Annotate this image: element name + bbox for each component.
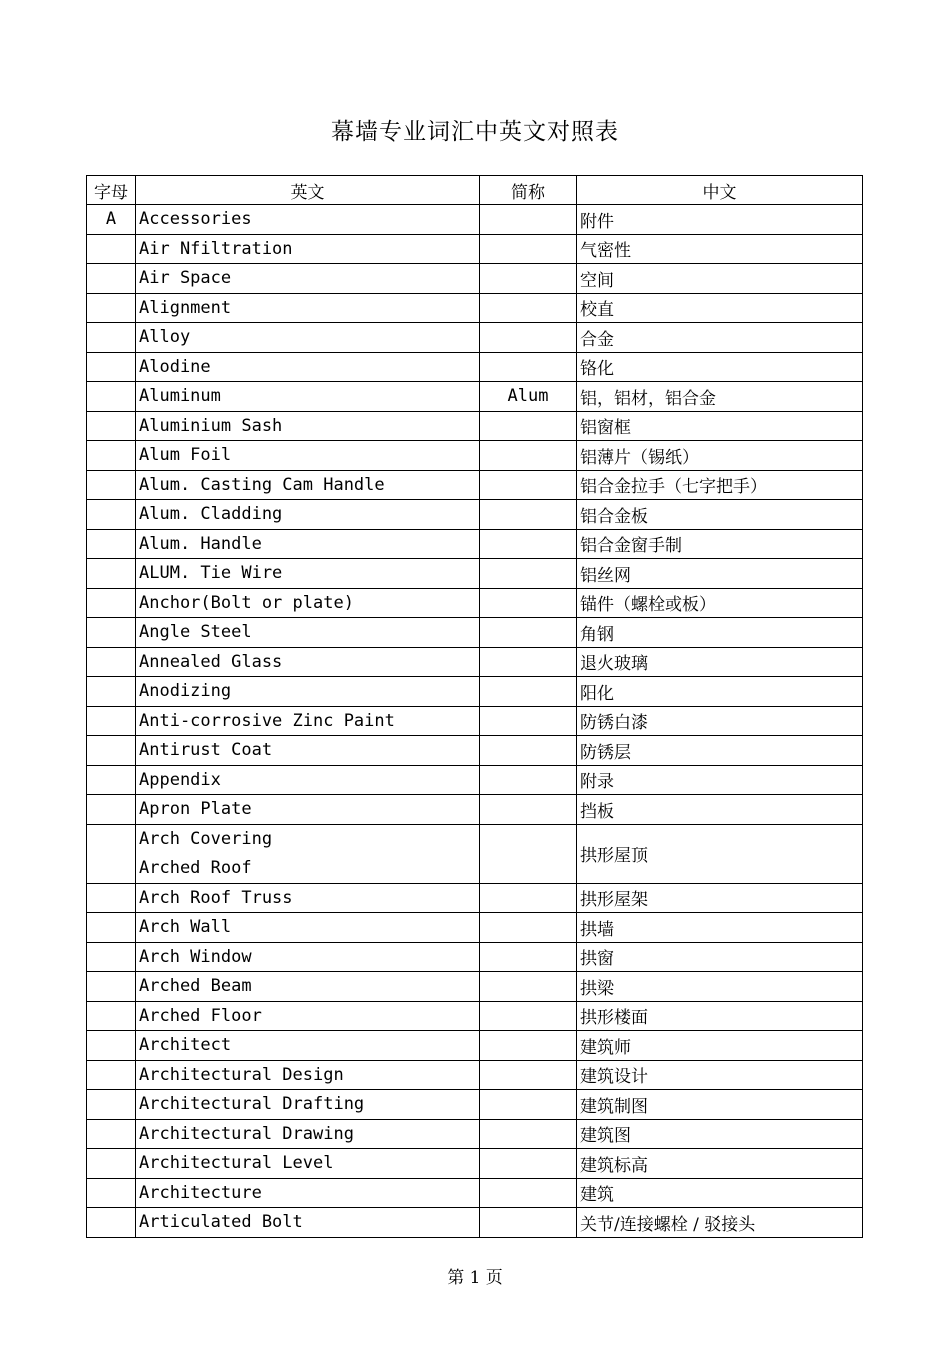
- english-term: Architectural Level: [139, 1153, 334, 1174]
- cell-letter: [87, 942, 136, 972]
- cell-english: [136, 1149, 480, 1179]
- english-term: Annealed Glass: [139, 651, 283, 672]
- cell-letter: [87, 441, 136, 471]
- cell-english: [136, 706, 480, 736]
- cell-abbr: [480, 1208, 577, 1238]
- cell-english: [136, 264, 480, 294]
- cell-letter: [87, 824, 136, 883]
- cell-abbr: [480, 1149, 577, 1179]
- english-term: Accessories: [139, 209, 252, 230]
- cell-chinese: 挡板: [577, 795, 863, 825]
- english-term: Architect: [139, 1035, 232, 1056]
- table-row: [87, 441, 863, 471]
- cell-chinese: 关节/连接螺栓 / 驳接头: [577, 1208, 863, 1238]
- english-term: Alum. Casting Cam Handle: [139, 474, 385, 495]
- cell-english: [136, 883, 480, 913]
- english-term: Arch Window: [139, 946, 252, 967]
- cell-letter: [87, 1119, 136, 1149]
- cell-abbr: [480, 736, 577, 766]
- cell-english: [136, 1208, 480, 1238]
- header-letter: 字母: [87, 176, 136, 205]
- cell-english: [136, 1090, 480, 1120]
- english-term: Architectural Drawing: [139, 1123, 354, 1144]
- english-term: Appendix: [139, 769, 221, 790]
- cell-chinese: 建筑标高: [577, 1149, 863, 1179]
- cell-letter: [87, 795, 136, 825]
- table-row: [87, 500, 863, 530]
- cell-chinese: 角钢: [577, 618, 863, 648]
- cell-english: [136, 677, 480, 707]
- table-row: [87, 913, 863, 943]
- cell-english: [136, 618, 480, 648]
- cell-chinese: 铝窗框: [577, 411, 863, 441]
- cell-abbr: [480, 529, 577, 559]
- cell-english: [136, 1178, 480, 1208]
- english-term: Apron Plate: [139, 799, 252, 820]
- cell-english: [136, 824, 480, 883]
- header-abbr: 简称: [480, 176, 577, 205]
- cell-chinese: 拱形屋架: [577, 883, 863, 913]
- english-term: Arched Roof: [139, 857, 252, 878]
- cell-abbr: [480, 293, 577, 323]
- english-term: Architectural Drafting: [139, 1094, 365, 1115]
- cell-english: [136, 647, 480, 677]
- english-term: Arch Wall: [139, 917, 232, 938]
- cell-chinese: 铬化: [577, 352, 863, 382]
- cell-letter: [87, 913, 136, 943]
- header-chinese: 中文: [577, 176, 863, 205]
- cell-english: [136, 382, 480, 412]
- cell-english: [136, 500, 480, 530]
- english-term: Alum Foil: [139, 445, 232, 466]
- english-term: Air Nfiltration: [139, 238, 293, 259]
- cell-chinese: 建筑设计: [577, 1060, 863, 1090]
- cell-english: [136, 1001, 480, 1031]
- english-term: Aluminum: [139, 386, 221, 407]
- cell-letter: [87, 883, 136, 913]
- table-row: [87, 1001, 863, 1031]
- cell-abbr: [480, 618, 577, 648]
- cell-abbr: [480, 205, 577, 235]
- cell-abbr: [480, 234, 577, 264]
- cell-letter: [87, 1001, 136, 1031]
- english-term: Arched Beam: [139, 976, 252, 997]
- english-term: Antirust Coat: [139, 740, 273, 761]
- table-row: [87, 293, 863, 323]
- english-term: Arch Covering: [139, 828, 273, 849]
- table-row: [87, 205, 863, 235]
- cell-letter: [87, 382, 136, 412]
- table-row: [87, 1031, 863, 1061]
- cell-abbr: [480, 972, 577, 1002]
- table-row: [87, 382, 863, 412]
- english-term: Articulated Bolt: [139, 1212, 303, 1233]
- english-term: Angle Steel: [139, 622, 252, 643]
- cell-abbr: [480, 352, 577, 382]
- cell-chinese: 拱形楼面: [577, 1001, 863, 1031]
- cell-english: [136, 588, 480, 618]
- cell-letter: [87, 529, 136, 559]
- cell-abbr: [480, 1178, 577, 1208]
- cell-chinese: 拱形屋顶: [577, 824, 863, 883]
- cell-chinese: 铝丝网: [577, 559, 863, 589]
- cell-abbr: [480, 765, 577, 795]
- table-row: [87, 588, 863, 618]
- table-row: [87, 824, 863, 883]
- cell-letter: [87, 972, 136, 1002]
- cell-abbr: [480, 1060, 577, 1090]
- cell-chinese: 锚件（螺栓或板）: [577, 588, 863, 618]
- table-row: [87, 1178, 863, 1208]
- cell-chinese: 气密性: [577, 234, 863, 264]
- cell-chinese: 拱墙: [577, 913, 863, 943]
- table-row: [87, 1060, 863, 1090]
- cell-letter: [87, 559, 136, 589]
- table-row: [87, 1119, 863, 1149]
- page-number: 第 1 页: [447, 1268, 503, 1288]
- cell-english: [136, 1119, 480, 1149]
- table-row: [87, 677, 863, 707]
- cell-english: [136, 736, 480, 766]
- cell-letter: [87, 293, 136, 323]
- cell-abbr: [480, 411, 577, 441]
- cell-abbr: [480, 264, 577, 294]
- table-row: [87, 559, 863, 589]
- cell-chinese: 铝薄片（锡纸）: [577, 441, 863, 471]
- english-term: Alum. Handle: [139, 533, 262, 554]
- english-term: Anchor(Bolt or plate): [139, 592, 354, 613]
- cell-letter: [87, 1060, 136, 1090]
- cell-abbr: [480, 559, 577, 589]
- cell-letter: [87, 352, 136, 382]
- cell-letter: [87, 1178, 136, 1208]
- cell-chinese: 建筑制图: [577, 1090, 863, 1120]
- cell-english: [136, 441, 480, 471]
- english-term: Alodine: [139, 356, 211, 377]
- cell-english: [136, 942, 480, 972]
- table-row: [87, 470, 863, 500]
- cell-chinese: 铝合金窗手制: [577, 529, 863, 559]
- cell-english: [136, 559, 480, 589]
- header-english: 英文: [136, 176, 480, 205]
- cell-abbr: [480, 647, 577, 677]
- cell-chinese: 铝，铝材，铝合金: [577, 382, 863, 412]
- cell-abbr: [480, 470, 577, 500]
- english-term: Anti-corrosive Zinc Paint: [139, 710, 395, 731]
- table-row: [87, 795, 863, 825]
- cell-abbr: [480, 588, 577, 618]
- table-row: [87, 1208, 863, 1238]
- table-row: [87, 883, 863, 913]
- table-row: [87, 1149, 863, 1179]
- cell-english: [136, 411, 480, 441]
- english-term: ALUM. Tie Wire: [139, 563, 283, 584]
- cell-letter: [87, 647, 136, 677]
- glossary-table: [86, 175, 863, 1238]
- cell-abbr: [480, 441, 577, 471]
- cell-letter: [87, 500, 136, 530]
- cell-chinese: 铝合金拉手（七字把手）: [577, 470, 863, 500]
- cell-chinese: 防锈白漆: [577, 706, 863, 736]
- table-row: [87, 264, 863, 294]
- cell-letter: [87, 736, 136, 766]
- cell-letter: [87, 264, 136, 294]
- cell-chinese: 铝合金板: [577, 500, 863, 530]
- english-term: Alloy: [139, 327, 191, 348]
- cell-letter: A: [87, 205, 136, 235]
- cell-letter: [87, 1208, 136, 1238]
- cell-chinese: 建筑: [577, 1178, 863, 1208]
- cell-english: [136, 293, 480, 323]
- table-row: [87, 352, 863, 382]
- table-row: [87, 647, 863, 677]
- page-title: 幕墙专业词汇中英文对照表: [331, 119, 619, 145]
- cell-abbr: [480, 942, 577, 972]
- cell-abbr: [480, 1031, 577, 1061]
- cell-chinese: 附录: [577, 765, 863, 795]
- table-row: [87, 1090, 863, 1120]
- table-row: [87, 411, 863, 441]
- cell-letter: [87, 470, 136, 500]
- cell-english: [136, 1031, 480, 1061]
- cell-letter: [87, 1090, 136, 1120]
- cell-english: [136, 765, 480, 795]
- table-row: [87, 736, 863, 766]
- cell-english: [136, 1060, 480, 1090]
- english-term: Architectural Design: [139, 1064, 344, 1085]
- table-row: [87, 323, 863, 353]
- cell-abbr: [480, 883, 577, 913]
- english-term: Arch Roof Truss: [139, 887, 293, 908]
- cell-letter: [87, 618, 136, 648]
- cell-chinese: 建筑图: [577, 1119, 863, 1149]
- cell-abbr: Alum: [480, 382, 577, 412]
- cell-abbr: [480, 913, 577, 943]
- cell-english: [136, 972, 480, 1002]
- cell-chinese: 附件: [577, 205, 863, 235]
- cell-letter: [87, 1031, 136, 1061]
- english-term: Air Space: [139, 268, 232, 289]
- cell-letter: [87, 677, 136, 707]
- english-term: Architecture: [139, 1182, 262, 1203]
- cell-chinese: 拱梁: [577, 972, 863, 1002]
- cell-english: [136, 470, 480, 500]
- cell-english: [136, 323, 480, 353]
- table-row: [87, 529, 863, 559]
- cell-chinese: 退火玻璃: [577, 647, 863, 677]
- cell-abbr: [480, 824, 577, 883]
- cell-abbr: [480, 1001, 577, 1031]
- cell-chinese: 阳化: [577, 677, 863, 707]
- english-term: Alum. Cladding: [139, 504, 283, 525]
- cell-abbr: [480, 1119, 577, 1149]
- table-row: [87, 706, 863, 736]
- cell-chinese: 空间: [577, 264, 863, 294]
- cell-letter: [87, 765, 136, 795]
- cell-english: [136, 352, 480, 382]
- table-row: [87, 234, 863, 264]
- table-row: [87, 942, 863, 972]
- cell-chinese: 建筑师: [577, 1031, 863, 1061]
- table-row: [87, 618, 863, 648]
- english-term: Anodizing: [139, 681, 232, 702]
- cell-chinese: 校直: [577, 293, 863, 323]
- cell-chinese: 合金: [577, 323, 863, 353]
- cell-letter: [87, 588, 136, 618]
- cell-letter: [87, 323, 136, 353]
- cell-chinese: 拱窗: [577, 942, 863, 972]
- cell-abbr: [480, 795, 577, 825]
- cell-abbr: [480, 500, 577, 530]
- cell-letter: [87, 234, 136, 264]
- cell-abbr: [480, 706, 577, 736]
- cell-english: [136, 795, 480, 825]
- table-header-row: [87, 176, 863, 205]
- english-term: Arched Floor: [139, 1005, 262, 1026]
- cell-abbr: [480, 1090, 577, 1120]
- english-term: Aluminium Sash: [139, 415, 283, 436]
- cell-chinese: 防锈层: [577, 736, 863, 766]
- english-term: Alignment: [139, 297, 232, 318]
- cell-english: [136, 529, 480, 559]
- cell-letter: [87, 411, 136, 441]
- cell-letter: [87, 1149, 136, 1179]
- cell-letter: [87, 706, 136, 736]
- cell-abbr: [480, 323, 577, 353]
- table-row: [87, 765, 863, 795]
- cell-abbr: [480, 677, 577, 707]
- table-row: [87, 972, 863, 1002]
- cell-english: [136, 205, 480, 235]
- table-body: [87, 205, 863, 1238]
- cell-english: [136, 913, 480, 943]
- cell-english: [136, 234, 480, 264]
